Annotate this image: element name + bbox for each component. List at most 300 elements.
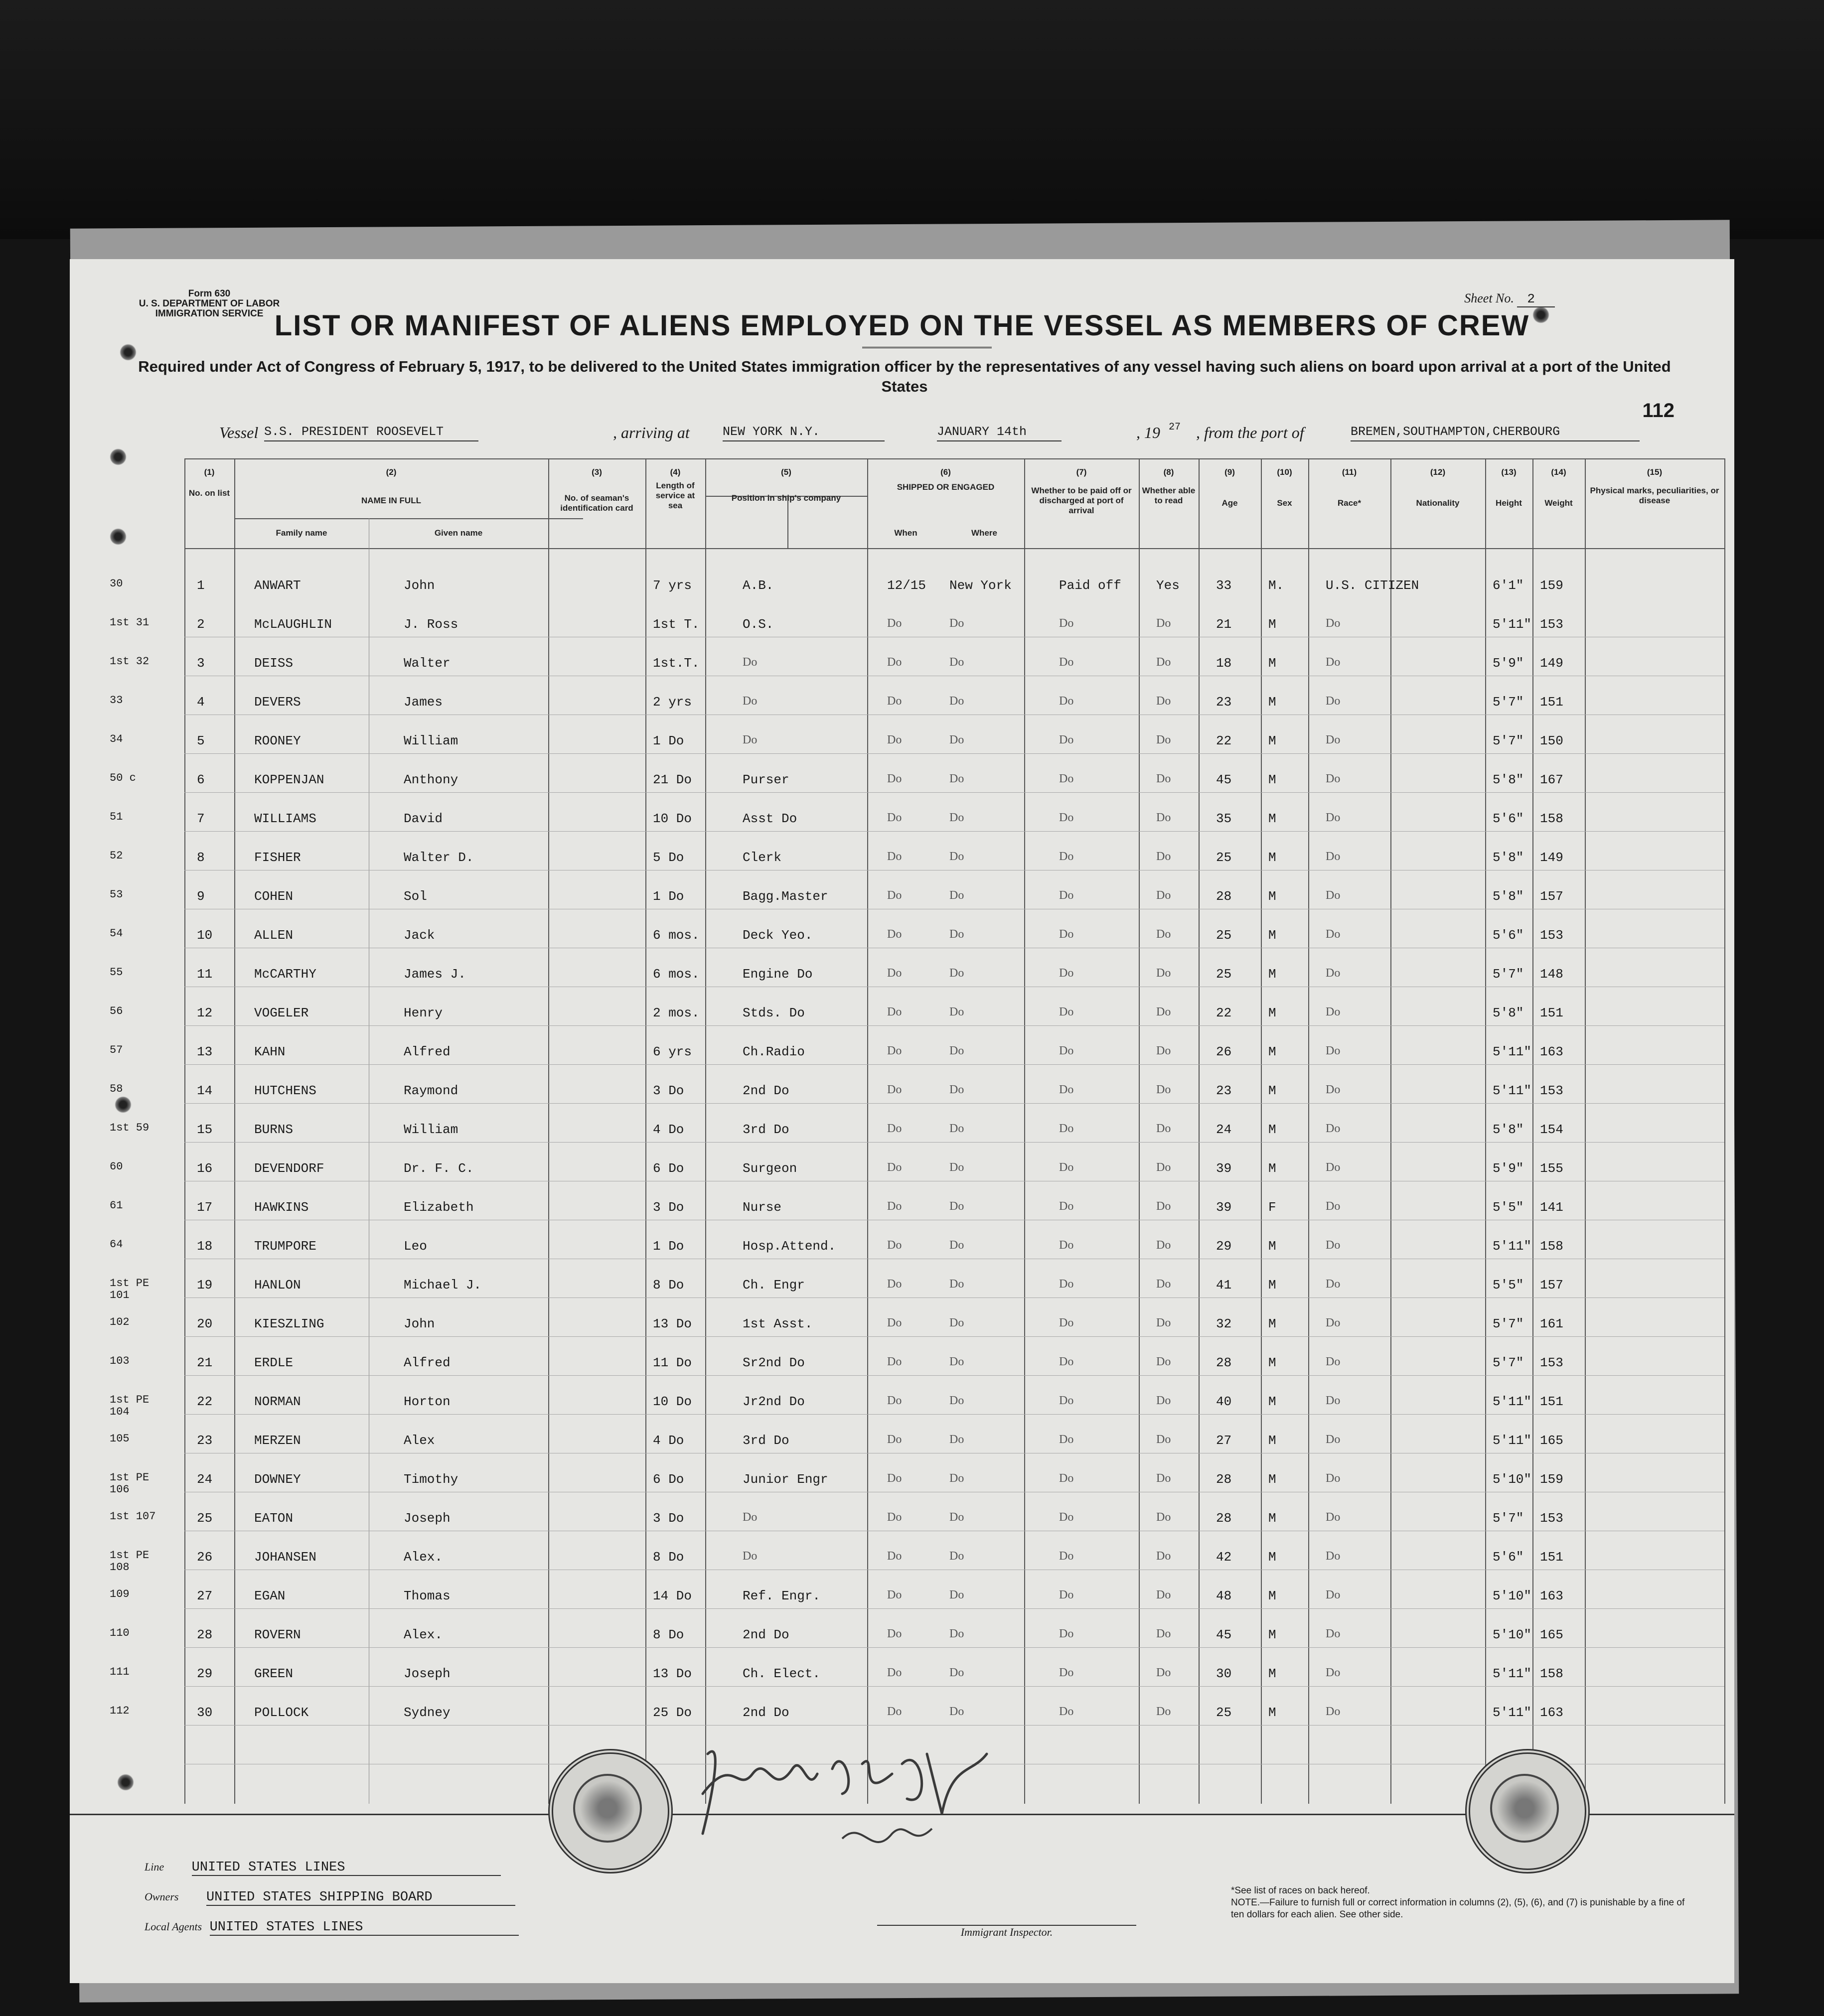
- position: Do: [743, 656, 758, 669]
- sex: M: [1268, 811, 1276, 826]
- shipped-where: Do: [949, 1705, 964, 1718]
- position: Do: [743, 733, 758, 746]
- shipped-where: New York: [949, 578, 1012, 593]
- able-to-read: Do: [1156, 1550, 1171, 1563]
- race: Do: [1326, 617, 1341, 630]
- age: 27: [1216, 1433, 1232, 1448]
- sex: M: [1268, 1588, 1276, 1603]
- from-port-text: BREMEN,SOUTHAMPTON,CHERBOURG: [1351, 425, 1560, 439]
- length-of-service: 14 Do: [653, 1588, 692, 1603]
- able-to-read: Do: [1156, 1239, 1171, 1252]
- paid-off: Do: [1059, 889, 1074, 902]
- position: Jr2nd Do: [743, 1394, 805, 1409]
- weight: 148: [1540, 967, 1563, 982]
- no-on-list: 10: [197, 928, 213, 943]
- weight: 153: [1540, 1511, 1563, 1526]
- race: Do: [1326, 1355, 1341, 1368]
- form-service: IMMIGRATION SERVICE: [155, 308, 264, 319]
- table-row: [70, 850, 1734, 889]
- family-name: KIESZLING: [254, 1316, 324, 1331]
- given-name: Alfred: [404, 1355, 451, 1370]
- no-on-list: 25: [197, 1511, 213, 1526]
- col-num-6: (6): [940, 467, 951, 477]
- ref-number: 34: [110, 733, 123, 745]
- ref-number: 1st PE 104: [110, 1394, 150, 1418]
- able-to-read: Do: [1156, 1200, 1171, 1213]
- shipped-when: Do: [887, 656, 902, 669]
- sex: M: [1268, 733, 1276, 748]
- arriving-port-text: NEW YORK N.Y.: [723, 425, 820, 439]
- able-to-read: Do: [1156, 1394, 1171, 1407]
- able-to-read: Do: [1156, 733, 1171, 746]
- age: 33: [1216, 578, 1232, 593]
- length-of-service: 10 Do: [653, 1394, 692, 1409]
- age: 28: [1216, 1472, 1232, 1487]
- ref-number: 33: [110, 694, 123, 707]
- given-name: William: [404, 1122, 458, 1137]
- no-on-list: 23: [197, 1433, 213, 1448]
- no-on-list: 12: [197, 1006, 213, 1020]
- age: 28: [1216, 1511, 1232, 1526]
- paid-off: Do: [1059, 1316, 1074, 1329]
- age: 22: [1216, 1006, 1232, 1020]
- shipped-where: Do: [949, 1627, 964, 1640]
- family-name: TRUMPORE: [254, 1239, 316, 1254]
- position: Surgeon: [743, 1161, 797, 1176]
- weight: 158: [1540, 1239, 1563, 1254]
- given-name: David: [404, 811, 443, 826]
- vessel-label: Vessel: [219, 424, 259, 441]
- height: 5'6": [1493, 928, 1524, 943]
- shipped-when: Do: [887, 811, 902, 824]
- paid-off: Do: [1059, 811, 1074, 824]
- weight: 151: [1540, 1006, 1563, 1020]
- able-to-read: Do: [1156, 1588, 1171, 1601]
- race: Do: [1326, 1550, 1341, 1563]
- given-name: Horton: [404, 1394, 451, 1409]
- table-row: [70, 695, 1734, 733]
- position: Hosp.Attend.: [743, 1239, 836, 1254]
- name-divider: [234, 518, 583, 519]
- shipped-when: Do: [887, 1627, 902, 1640]
- shipped-when: Do: [887, 889, 902, 902]
- length-of-service: 1st T.: [653, 617, 700, 632]
- shipped-when: Do: [887, 1044, 902, 1057]
- col-num-2: (2): [386, 467, 397, 477]
- sex: M: [1268, 1511, 1276, 1526]
- family-name: GREEN: [254, 1666, 294, 1681]
- sheet-number: [1464, 291, 1555, 306]
- inspector-signature: [693, 1734, 992, 1864]
- race: Do: [1326, 1472, 1341, 1485]
- height: 5'6": [1493, 811, 1524, 826]
- table-row: [70, 1044, 1734, 1083]
- header-able-read: Whether able to read: [1142, 486, 1196, 505]
- shipped-where: Do: [949, 1316, 964, 1329]
- table-row: [70, 1550, 1734, 1588]
- sheet-label: Sheet No.: [1464, 291, 1514, 305]
- table-row: [70, 1278, 1734, 1316]
- shipped-when: Do: [887, 1239, 902, 1252]
- length-of-service: 8 Do: [653, 1550, 684, 1565]
- height: 5'5": [1493, 1200, 1524, 1215]
- age: 23: [1216, 695, 1232, 710]
- shipped-when: Do: [887, 1394, 902, 1407]
- ref-number: 111: [110, 1666, 130, 1678]
- given-name: Henry: [404, 1006, 443, 1020]
- paid-off: Do: [1059, 1161, 1074, 1174]
- consulate-seal: [548, 1749, 673, 1873]
- manifest-page: [70, 259, 1734, 1983]
- height: 5'8": [1493, 1122, 1524, 1137]
- family-name: FISHER: [254, 850, 301, 865]
- ref-number: 105: [110, 1433, 130, 1445]
- shipped-where: Do: [949, 617, 964, 630]
- shipped-when: Do: [887, 1006, 902, 1018]
- family-name: ERDLE: [254, 1355, 294, 1370]
- sex: M: [1268, 889, 1276, 904]
- table-row: [70, 656, 1734, 695]
- shipped-when: Do: [887, 1433, 902, 1446]
- shipped-when: Do: [887, 1316, 902, 1329]
- length-of-service: 11 Do: [653, 1355, 692, 1370]
- table-border-top: [184, 458, 1724, 459]
- sex: M: [1268, 617, 1276, 632]
- position: Ref. Engr.: [743, 1588, 821, 1603]
- ref-number: 1st 59: [110, 1122, 150, 1134]
- shipped-where: Do: [949, 1044, 964, 1057]
- able-to-read: Do: [1156, 1006, 1171, 1018]
- table-row: [70, 1666, 1734, 1705]
- given-name: Alex.: [404, 1550, 443, 1565]
- position: Clerk: [743, 850, 782, 865]
- given-name: Walter: [404, 656, 451, 671]
- header-sex: Sex: [1277, 498, 1292, 508]
- no-on-list: 9: [197, 889, 205, 904]
- age: 39: [1216, 1200, 1232, 1215]
- weight: 159: [1540, 578, 1563, 593]
- col-num-5: (5): [781, 467, 791, 477]
- given-name: Alfred: [404, 1044, 451, 1059]
- form-number: Form 630: [188, 288, 231, 299]
- length-of-service: 1 Do: [653, 733, 684, 748]
- length-of-service: 1st.T.: [653, 656, 700, 671]
- race: Do: [1326, 656, 1341, 669]
- shipped-when: Do: [887, 1122, 902, 1135]
- sex: M.: [1268, 578, 1284, 593]
- no-on-list: 21: [197, 1355, 213, 1370]
- length-of-service: 25 Do: [653, 1705, 692, 1720]
- able-to-read: Do: [1156, 695, 1171, 708]
- able-to-read: Yes: [1156, 578, 1180, 593]
- shipped-when: Do: [887, 695, 902, 708]
- position: 2nd Do: [743, 1083, 789, 1098]
- sex: M: [1268, 695, 1276, 710]
- header-race: Race*: [1337, 498, 1362, 508]
- position: 2nd Do: [743, 1705, 789, 1720]
- header-shipped: SHIPPED OR ENGAGED: [897, 482, 995, 492]
- paid-off: Do: [1059, 1083, 1074, 1096]
- table-row: [70, 1588, 1734, 1627]
- shipped-where: Do: [949, 1239, 964, 1252]
- able-to-read: Do: [1156, 850, 1171, 863]
- race: Do: [1326, 1278, 1341, 1291]
- sex: M: [1268, 1083, 1276, 1098]
- col-num-7: (7): [1076, 467, 1087, 477]
- table-row: [70, 1161, 1734, 1200]
- ref-number: 1st 31: [110, 616, 150, 629]
- shipped-when: Do: [887, 1511, 902, 1524]
- footer-agents: [145, 1920, 519, 1936]
- position: Sr2nd Do: [743, 1355, 805, 1370]
- footer-notes: [1231, 1885, 1689, 1921]
- able-to-read: Do: [1156, 656, 1171, 669]
- sex: M: [1268, 1044, 1276, 1059]
- length-of-service: 6 yrs: [653, 1044, 692, 1059]
- given-name: Walter D.: [404, 850, 474, 865]
- given-name: Dr. F. C.: [404, 1161, 474, 1176]
- year-prefix: , 19: [1136, 424, 1160, 441]
- ref-number: 1st 32: [110, 655, 150, 668]
- paid-off: Do: [1059, 1355, 1074, 1368]
- ref-number: 61: [110, 1199, 123, 1212]
- shipped-where: Do: [949, 1278, 964, 1291]
- race: Do: [1326, 1588, 1341, 1601]
- header-physical-marks: Physical marks, peculiarities, or disease: [1590, 486, 1719, 505]
- position: Engine Do: [743, 967, 813, 982]
- given-name: Sydney: [404, 1705, 451, 1720]
- given-name: Jack: [404, 928, 435, 943]
- col-num-12: (12): [1430, 467, 1446, 477]
- race: Do: [1326, 1122, 1341, 1135]
- table-row: [70, 1511, 1734, 1550]
- shipped-where: Do: [949, 1511, 964, 1524]
- height: 5'11": [1493, 1666, 1532, 1681]
- table-row: [70, 811, 1734, 850]
- col-num-15: (15): [1647, 467, 1663, 477]
- table-row: [70, 1239, 1734, 1278]
- height: 5'7": [1493, 1316, 1524, 1331]
- no-on-list: 28: [197, 1627, 213, 1642]
- table-header-bottom: [184, 548, 1724, 549]
- position: Ch.Radio: [743, 1044, 805, 1059]
- given-name: Timothy: [404, 1472, 458, 1487]
- header-given-name: Given name: [434, 528, 483, 538]
- age: 18: [1216, 656, 1232, 671]
- no-on-list: 4: [197, 695, 205, 710]
- sex: M: [1268, 850, 1276, 865]
- position: 2nd Do: [743, 1627, 789, 1642]
- shipped-where: Do: [949, 1433, 964, 1446]
- length-of-service: 3 Do: [653, 1200, 684, 1215]
- paid-off: Paid off: [1059, 578, 1121, 593]
- length-of-service: 10 Do: [653, 811, 692, 826]
- shipped-split: [787, 496, 788, 548]
- table-row: [70, 1006, 1734, 1044]
- col-num-13: (13): [1501, 467, 1517, 477]
- height: 5'11": [1493, 617, 1532, 632]
- weight: 157: [1540, 1278, 1563, 1293]
- sex: M: [1268, 1550, 1276, 1565]
- shipped-when: Do: [887, 1550, 902, 1563]
- shipped-where: Do: [949, 967, 964, 980]
- height: 5'7": [1493, 1511, 1524, 1526]
- race: Do: [1326, 1239, 1341, 1252]
- arriving-port: [723, 424, 885, 441]
- ref-number: 57: [110, 1044, 123, 1056]
- race: Do: [1326, 1083, 1341, 1096]
- given-name: Anthony: [404, 772, 458, 787]
- age: 41: [1216, 1278, 1232, 1293]
- position: Do: [743, 1550, 758, 1563]
- vessel-line: [219, 424, 1674, 443]
- position: 3rd Do: [743, 1122, 789, 1137]
- height: 5'9": [1493, 1161, 1524, 1176]
- paid-off: Do: [1059, 1433, 1074, 1446]
- table-row: [70, 1355, 1734, 1394]
- given-name: Leo: [404, 1239, 427, 1254]
- family-name: EGAN: [254, 1588, 286, 1603]
- col-num-10: (10): [1277, 467, 1292, 477]
- family-name: DEVERS: [254, 695, 301, 710]
- weight: 158: [1540, 1666, 1563, 1681]
- position: A.B.: [743, 578, 774, 593]
- shipped-where: Do: [949, 656, 964, 669]
- family-name: DOWNEY: [254, 1472, 301, 1487]
- from-label: , from the port of: [1196, 424, 1304, 441]
- ref-number: 54: [110, 927, 123, 940]
- height: 5'8": [1493, 772, 1524, 787]
- race: Do: [1326, 1627, 1341, 1640]
- able-to-read: Do: [1156, 1433, 1171, 1446]
- able-to-read: Do: [1156, 811, 1171, 824]
- ref-number: 64: [110, 1238, 123, 1251]
- given-name: Elizabeth: [404, 1200, 474, 1215]
- ref-number: 112: [110, 1705, 130, 1717]
- height: 5'5": [1493, 1278, 1524, 1293]
- race: Do: [1326, 1006, 1341, 1018]
- age: 26: [1216, 1044, 1232, 1059]
- sex: M: [1268, 1705, 1276, 1720]
- race: Do: [1326, 1666, 1341, 1679]
- weight: 153: [1540, 1083, 1563, 1098]
- paid-off: Do: [1059, 733, 1074, 746]
- height: 5'9": [1493, 656, 1524, 671]
- shipped-when: Do: [887, 772, 902, 785]
- weight: 151: [1540, 1394, 1563, 1409]
- length-of-service: 21 Do: [653, 772, 692, 787]
- no-on-list: 13: [197, 1044, 213, 1059]
- paid-off: Do: [1059, 928, 1074, 941]
- age: 48: [1216, 1588, 1232, 1603]
- no-on-list: 18: [197, 1239, 213, 1254]
- shipped-where: Do: [949, 1666, 964, 1679]
- no-on-list: 24: [197, 1472, 213, 1487]
- header-paid-off: Whether to be paid off or discharged at port of arrival: [1031, 486, 1132, 515]
- shipped-when: Do: [887, 1161, 902, 1174]
- ref-number: 1st PE 108: [110, 1549, 150, 1574]
- height: 6'1": [1493, 578, 1524, 593]
- shipped-when: Do: [887, 1083, 902, 1096]
- age: 25: [1216, 850, 1232, 865]
- height: 5'11": [1493, 1705, 1532, 1720]
- family-name: McCARTHY: [254, 967, 316, 982]
- able-to-read: Do: [1156, 1705, 1171, 1718]
- length-of-service: 7 yrs: [653, 578, 692, 593]
- race: Do: [1326, 850, 1341, 863]
- given-name: Joseph: [404, 1666, 451, 1681]
- no-on-list: 14: [197, 1083, 213, 1098]
- table-row: [70, 1200, 1734, 1239]
- able-to-read: Do: [1156, 1122, 1171, 1135]
- height: 5'7": [1493, 967, 1524, 982]
- age: 25: [1216, 928, 1232, 943]
- ref-number: 51: [110, 811, 123, 823]
- family-name: NORMAN: [254, 1394, 301, 1409]
- given-name: Michael J.: [404, 1278, 482, 1293]
- race: Do: [1326, 1433, 1341, 1446]
- family-name: ANWART: [254, 578, 301, 593]
- position: Junior Engr: [743, 1472, 828, 1487]
- footer-line: [145, 1860, 501, 1876]
- header-name-in-full: NAME IN FULL: [361, 496, 421, 505]
- age: 45: [1216, 772, 1232, 787]
- sex: M: [1268, 1316, 1276, 1331]
- age: 21: [1216, 617, 1232, 632]
- table-row: [70, 889, 1734, 928]
- no-on-list: 30: [197, 1705, 213, 1720]
- paid-off: Do: [1059, 967, 1074, 980]
- given-name: Alex.: [404, 1627, 443, 1642]
- position: Ch. Elect.: [743, 1666, 821, 1681]
- shipped-where: Do: [949, 850, 964, 863]
- no-on-list: 8: [197, 850, 205, 865]
- able-to-read: Do: [1156, 928, 1171, 941]
- from-port: [1351, 424, 1640, 441]
- sheet-value: 2: [1517, 291, 1555, 307]
- no-on-list: 27: [197, 1588, 213, 1603]
- family-name: ROVERN: [254, 1627, 301, 1642]
- length-of-service: 4 Do: [653, 1122, 684, 1137]
- length-of-service: 1 Do: [653, 1239, 684, 1254]
- agents-value: UNITED STATES LINES: [210, 1920, 519, 1936]
- ref-number: 53: [110, 888, 123, 901]
- shipped-when: 12/15: [887, 578, 926, 593]
- year-suffix: 27: [1169, 422, 1181, 433]
- header-weight: Weight: [1544, 498, 1573, 508]
- shipped-where: Do: [949, 928, 964, 941]
- ref-number: 103: [110, 1355, 130, 1367]
- arriving-label: , arriving at: [613, 424, 690, 441]
- weight: 165: [1540, 1433, 1563, 1448]
- sex: M: [1268, 1122, 1276, 1137]
- col-num-3: (3): [592, 467, 602, 477]
- position: Do: [743, 1511, 758, 1524]
- race: Do: [1326, 733, 1341, 746]
- position: Purser: [743, 772, 789, 787]
- race: Do: [1326, 1200, 1341, 1213]
- sex: M: [1268, 967, 1276, 982]
- page-number: 112: [1642, 400, 1674, 422]
- given-name: John: [404, 578, 435, 593]
- no-on-list: 1: [197, 578, 205, 593]
- given-name: Alex: [404, 1433, 435, 1448]
- note-failure: NOTE.—Failure to furnish full or correct information in columns (2), (5), (6), and (7) is punishable by a fine of ten dollars for each alien. See other side.: [1231, 1897, 1685, 1920]
- table-row: [70, 1122, 1734, 1161]
- length-of-service: 4 Do: [653, 1433, 684, 1448]
- height: 5'10": [1493, 1588, 1532, 1603]
- age: 24: [1216, 1122, 1232, 1137]
